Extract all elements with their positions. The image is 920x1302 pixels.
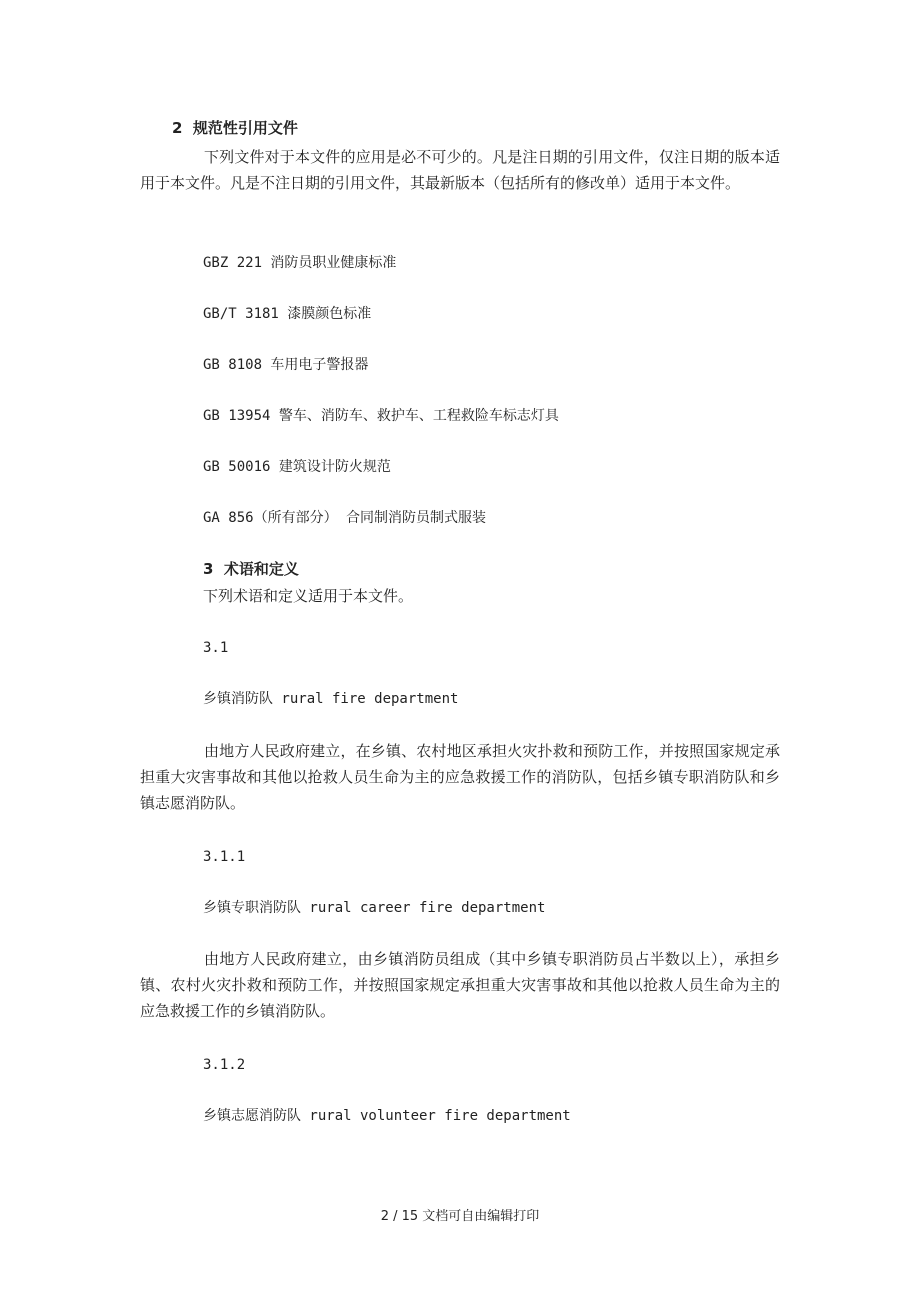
term-3-1-2-name: 乡镇志愿消防队 rural volunteer fire department [203,1108,571,1124]
reference-item-3: GB 8108 车用电子警报器 [203,357,369,373]
reference-item-1: GBZ 221 消防员职业健康标准 [203,255,397,271]
term-3-1-2-id: 3.1.2 [203,1057,246,1073]
section-2-title: 规范性引用文件 [192,119,298,137]
reference-item-5: GB 50016 建筑设计防火规范 [203,459,391,475]
section-2-number: 2 [172,119,183,137]
term-3-1-1-name: 乡镇专职消防队 rural career fire department [203,900,546,916]
term-3-1-id: 3.1 [203,640,229,656]
section-3-number: 3 [203,560,214,578]
term-3-1-name: 乡镇消防队 rural fire department [203,691,459,707]
section-3-title: 术语和定义 [223,560,299,578]
term-3-1-definition: 由地方人民政府建立，在乡镇、农村地区承担火灾扑救和预防工作，并按照国家规定承担重大灾害事故和其他以抢救人员生命为主的应急救援工作的消防队，包括乡镇专职消防队和乡镇志愿消防队。 [140,742,780,812]
reference-item-4: GB 13954 警车、消防车、救护车、工程救险车标志灯具 [203,408,559,424]
section-3-heading [203,559,299,579]
term-3-1-1-definition: 由地方人民政府建立，由乡镇消防员组成（其中乡镇专职消防员占半数以上），承担乡镇、农村火灾扑救和预防工作，并按照国家规定承担重大灾害事故和其他以抢救人员生命为主的应急救援工作的乡镇消防队。 [140,950,780,1020]
section-2-intro: 下列文件对于本文件的应用是必不可少的。凡是注日期的引用文件，仅注日期的版本适用于本文件。凡是不注日期的引用文件，其最新版本（包括所有的修改单）适用于本文件。 [140,148,780,192]
term-3-1-1-id: 3.1.1 [203,849,246,865]
reference-item-6: GA 856（所有部分） 合同制消防员制式服装 [203,510,486,526]
section-2-heading [172,118,298,138]
section-3-intro: 下列术语和定义适用于本文件。 [203,587,414,605]
page-footer: 2 / 15 文档可自由编辑打印 [380,1209,540,1224]
reference-item-2: GB/T 3181 漆膜颜色标准 [203,306,372,322]
